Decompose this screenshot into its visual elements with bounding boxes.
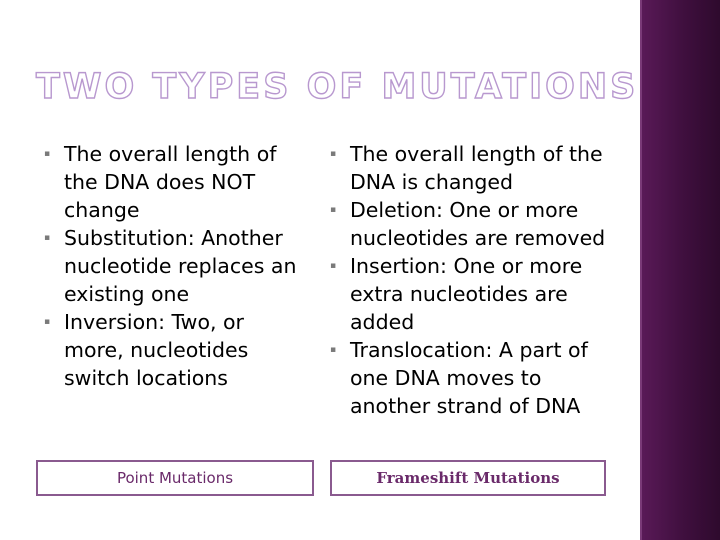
list-item-text: Inversion: Two, or more, nucleotides switch locations — [64, 310, 249, 390]
point-mutations-box — [36, 460, 314, 496]
bullet-icon: ▪ — [330, 345, 337, 355]
list-item — [44, 224, 300, 308]
bullet-icon: ▪ — [44, 149, 51, 159]
list-item-text: Substitution: Another nucleotide replaces an existing one — [64, 226, 297, 306]
bullet-icon: ▪ — [330, 261, 337, 271]
list-item — [44, 308, 300, 392]
list-item-text: The overall length of the DNA does NOT change — [64, 142, 277, 222]
list-item — [44, 140, 300, 224]
list-item — [330, 252, 608, 336]
right-bullet-list — [330, 140, 608, 420]
frameshift-mutations-box — [330, 460, 606, 496]
list-item — [330, 196, 608, 252]
list-item-text: Insertion: One or more extra nucleotides are added — [350, 254, 583, 334]
decorative-sidebar — [640, 0, 720, 540]
frameshift-mutations-label: Frameshift Mutations — [376, 469, 560, 487]
bullet-icon: ▪ — [44, 317, 51, 327]
bullet-icon: ▪ — [330, 149, 337, 159]
left-bullet-list — [44, 140, 300, 392]
list-item — [330, 336, 608, 420]
list-item-text: The overall length of the DNA is changed — [350, 142, 603, 194]
list-item-text: Deletion: One or more nucleotides are removed — [350, 198, 606, 250]
list-item-text: Translocation: A part of one DNA moves to another strand of DNA — [350, 338, 588, 418]
slide-title: TWO TYPES OF MUTATIONS — [36, 67, 639, 107]
point-mutations-label: Point Mutations — [116, 469, 234, 487]
bullet-icon: ▪ — [44, 233, 51, 243]
list-item — [330, 140, 608, 196]
bullet-icon: ▪ — [330, 205, 337, 215]
